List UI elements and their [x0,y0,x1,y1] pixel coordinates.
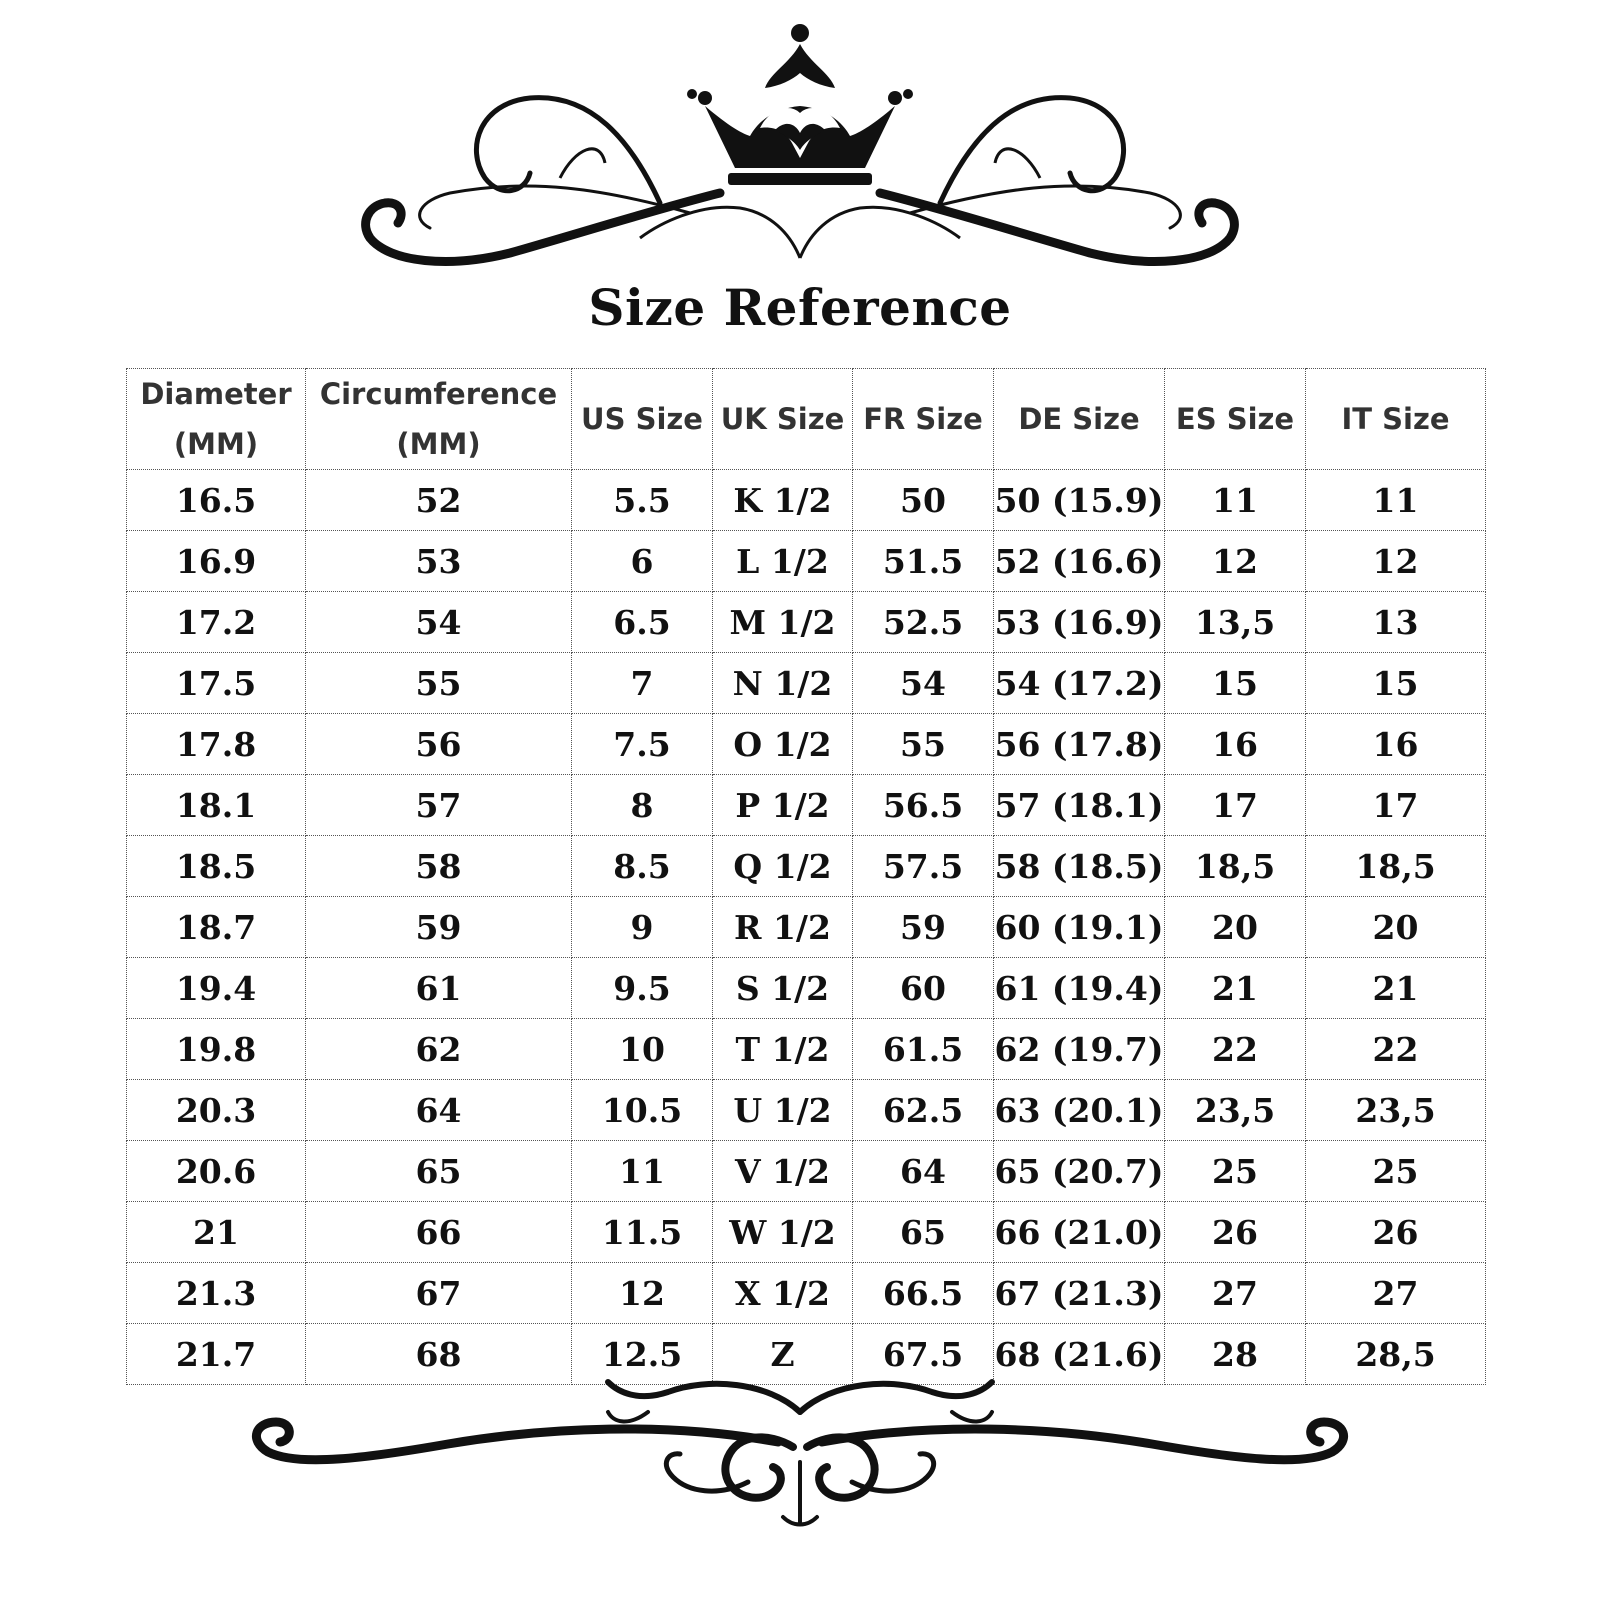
table-cell: Z [713,1324,853,1385]
table-cell: 57 [306,775,572,836]
table-cell: 58 (18.5) [994,836,1165,897]
column-header [572,369,713,470]
table-cell: 19.4 [127,958,306,1019]
table-cell: 11 [572,1141,713,1202]
table-cell: 28 [1165,1324,1306,1385]
table-cell: 54 [853,653,994,714]
table-cell: 66.5 [853,1263,994,1324]
table-cell: P 1/2 [713,775,853,836]
table-row [127,1263,1486,1324]
crown-with-swirls-icon [360,18,1240,278]
table-cell: 21.3 [127,1263,306,1324]
table-cell: 15 [1306,653,1486,714]
table-cell: T 1/2 [713,1019,853,1080]
table-cell: 57 (18.1) [994,775,1165,836]
table-row [127,1019,1486,1080]
table-cell: 52 (16.6) [994,531,1165,592]
table-cell: 26 [1165,1202,1306,1263]
table-cell: 15 [1165,653,1306,714]
table-cell: 9 [572,897,713,958]
table-cell: 55 [853,714,994,775]
table-row [127,470,1486,531]
page-title: Size Reference [588,278,1012,337]
table-cell: 10 [572,1019,713,1080]
table-cell: 65 [306,1141,572,1202]
table-cell: V 1/2 [713,1141,853,1202]
table-cell: 18,5 [1165,836,1306,897]
table-cell: 26 [1306,1202,1486,1263]
table-cell: 59 [853,897,994,958]
table-cell: 6.5 [572,592,713,653]
table-cell: 54 (17.2) [994,653,1165,714]
table-cell: 8.5 [572,836,713,897]
table-row [127,1141,1486,1202]
table-row [127,775,1486,836]
table-cell: 54 [306,592,572,653]
table-cell: 51.5 [853,531,994,592]
table-cell: 68 (21.6) [994,1324,1165,1385]
table-cell: 56 [306,714,572,775]
column-header-label: DE Size [1018,402,1140,436]
table-cell: 65 (20.7) [994,1141,1165,1202]
table-cell: 60 (19.1) [994,897,1165,958]
table-cell: 52 [306,470,572,531]
table-cell: L 1/2 [713,531,853,592]
column-header-label: FR Size [863,402,983,436]
column-header-label: Circumference [319,377,558,411]
table-cell: 50 (15.9) [994,470,1165,531]
table-cell: 22 [1165,1019,1306,1080]
column-header-label: (MM) [173,427,259,461]
table-cell: 20 [1306,897,1486,958]
table-row [127,592,1486,653]
column-header [127,369,306,470]
table-cell: 13,5 [1165,592,1306,653]
column-header-label: Diameter [140,377,292,411]
table-cell: N 1/2 [713,653,853,714]
table-cell: 20 [1165,897,1306,958]
table-cell: 65 [853,1202,994,1263]
table-cell: X 1/2 [713,1263,853,1324]
table-cell: 61 (19.4) [994,958,1165,1019]
table-cell: 59 [306,897,572,958]
table-cell: 66 (21.0) [994,1202,1165,1263]
column-header [713,369,853,470]
table-cell: 7 [572,653,713,714]
table-cell: 64 [306,1080,572,1141]
table-cell: 9.5 [572,958,713,1019]
table-body [127,470,1486,1385]
size-reference-table [126,368,1486,1385]
table-cell: 61 [306,958,572,1019]
table-cell: 58 [306,836,572,897]
table-cell: 25 [1306,1141,1486,1202]
table-cell: 21 [1306,958,1486,1019]
table-cell: 67 [306,1263,572,1324]
table-cell: 25 [1165,1141,1306,1202]
table-cell: 21 [1165,958,1306,1019]
table-cell: 12 [1165,531,1306,592]
table-cell: 13 [1306,592,1486,653]
table-cell: 23,5 [1165,1080,1306,1141]
table-cell: 22 [1306,1019,1486,1080]
table-cell: 23,5 [1306,1080,1486,1141]
table-cell: 62 [306,1019,572,1080]
table-cell: 27 [1306,1263,1486,1324]
flourish-divider-icon [248,1372,1352,1532]
table-cell: 7.5 [572,714,713,775]
table-cell: 11.5 [572,1202,713,1263]
column-header [853,369,994,470]
table-cell: 21 [127,1202,306,1263]
table-cell: R 1/2 [713,897,853,958]
table-cell: 20.3 [127,1080,306,1141]
table-row [127,714,1486,775]
table-cell: 52.5 [853,592,994,653]
table-cell: 16 [1165,714,1306,775]
column-header-label: UK Size [720,402,845,436]
table-cell: K 1/2 [713,470,853,531]
table-cell: 10.5 [572,1080,713,1141]
table-cell: 66 [306,1202,572,1263]
table-cell: 67.5 [853,1324,994,1385]
table-cell: 63 (20.1) [994,1080,1165,1141]
table-cell: 60 [853,958,994,1019]
table-row [127,897,1486,958]
table-cell: 18.5 [127,836,306,897]
table-cell: O 1/2 [713,714,853,775]
table-row [127,531,1486,592]
table-cell: 11 [1306,470,1486,531]
table-cell: 6 [572,531,713,592]
table-cell: M 1/2 [713,592,853,653]
table-cell: 53 (16.9) [994,592,1165,653]
column-header-label: IT Size [1341,402,1450,436]
table-cell: 67 (21.3) [994,1263,1165,1324]
table-cell: 12 [1306,531,1486,592]
table-cell: 18,5 [1306,836,1486,897]
column-header-label: ES Size [1175,402,1295,436]
table-cell: 17 [1165,775,1306,836]
table-cell: U 1/2 [713,1080,853,1141]
table-cell: 17 [1306,775,1486,836]
table-cell: 17.2 [127,592,306,653]
table-cell: 16 [1306,714,1486,775]
column-header-label: US Size [581,402,703,436]
table-cell: Q 1/2 [713,836,853,897]
table-cell: 11 [1165,470,1306,531]
table-cell: 20.6 [127,1141,306,1202]
table-row [127,958,1486,1019]
table-cell: 28,5 [1306,1324,1486,1385]
column-header [994,369,1165,470]
table-cell: 50 [853,470,994,531]
table-cell: 62.5 [853,1080,994,1141]
table-row [127,836,1486,897]
table-cell: 8 [572,775,713,836]
column-header [1306,369,1486,470]
column-header [1165,369,1306,470]
table-cell: 16.9 [127,531,306,592]
table-cell: 57.5 [853,836,994,897]
table-cell: 56 (17.8) [994,714,1165,775]
table-cell: 55 [306,653,572,714]
table-row [127,1202,1486,1263]
table-cell: 17.8 [127,714,306,775]
table-cell: 18.1 [127,775,306,836]
table-row [127,653,1486,714]
table-cell: 61.5 [853,1019,994,1080]
column-header-label: (MM) [396,427,481,461]
table-cell: 12 [572,1263,713,1324]
table-cell: 64 [853,1141,994,1202]
table-header-row [127,369,1486,470]
table-cell: 21.7 [127,1324,306,1385]
table-cell: 19.8 [127,1019,306,1080]
table-cell: 17.5 [127,653,306,714]
table-cell: W 1/2 [713,1202,853,1263]
column-header [306,369,572,470]
table-cell: 12.5 [572,1324,713,1385]
table-cell: S 1/2 [713,958,853,1019]
table-cell: 16.5 [127,470,306,531]
table-cell: 68 [306,1324,572,1385]
table-cell: 18.7 [127,897,306,958]
table-cell: 56.5 [853,775,994,836]
table-cell: 27 [1165,1263,1306,1324]
table-cell: 53 [306,531,572,592]
table-cell: 62 (19.7) [994,1019,1165,1080]
table-row [127,1080,1486,1141]
table-cell: 5.5 [572,470,713,531]
